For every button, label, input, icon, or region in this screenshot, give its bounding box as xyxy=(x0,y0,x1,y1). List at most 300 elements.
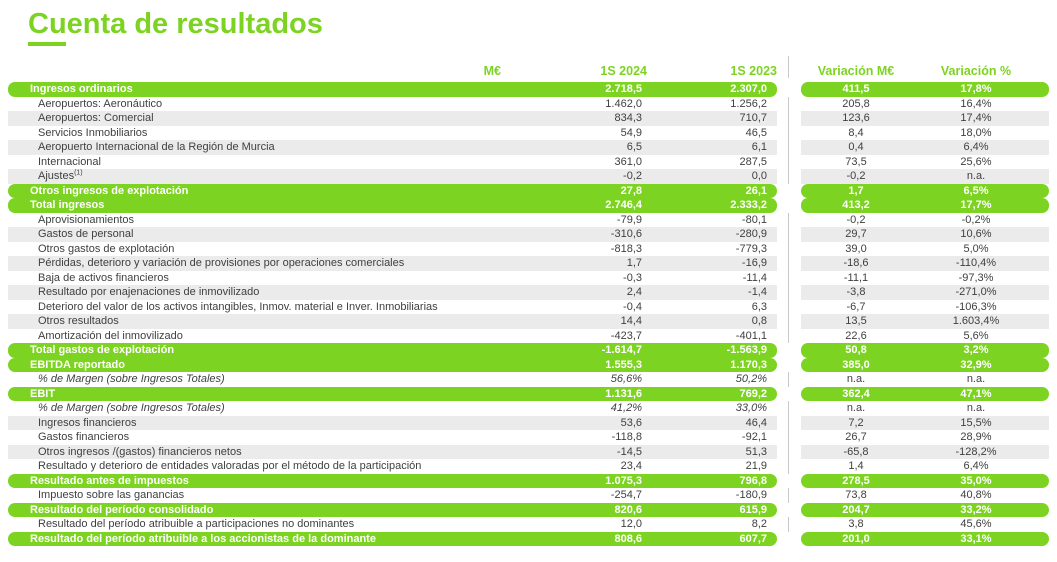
value-variacion-me: -18,6 xyxy=(843,257,869,269)
row-left-group xyxy=(8,445,777,460)
column-header-variacion-me: Variación M€ xyxy=(817,64,895,78)
row-left-group xyxy=(8,198,777,213)
row-right-group xyxy=(801,184,1049,199)
value-variacion-pct: 3,2% xyxy=(963,344,989,356)
table-row xyxy=(8,532,1049,547)
income-statement-table xyxy=(0,56,1057,546)
value-variacion-pct: -128,2% xyxy=(955,445,997,458)
value-1s2023: -779,3 xyxy=(735,242,767,255)
row-right-group xyxy=(801,82,1049,97)
column-separator xyxy=(777,271,801,286)
value-1s2024: 1,7 xyxy=(626,257,642,269)
column-separator xyxy=(777,474,801,489)
row-left-group xyxy=(8,285,777,300)
row-left-group xyxy=(8,169,777,184)
column-separator xyxy=(777,256,801,271)
row-label: Resultado por enajenaciones de inmovilizado xyxy=(38,286,260,298)
value-variacion-pct: 33,2% xyxy=(960,503,992,516)
row-label: Resultado del período consolidado xyxy=(30,503,214,516)
value-1s2023: 615,9 xyxy=(739,503,767,516)
value-variacion-me: 278,5 xyxy=(842,474,870,487)
row-left-group xyxy=(8,300,777,315)
column-separator xyxy=(777,503,801,518)
row-left-group xyxy=(8,242,777,257)
value-1s2023: -16,9 xyxy=(741,257,767,269)
separator-line xyxy=(788,169,789,184)
row-right-group xyxy=(801,430,1049,445)
separator-line xyxy=(788,97,789,112)
row-left-group xyxy=(8,343,777,358)
separator-line xyxy=(788,401,789,416)
column-separator xyxy=(777,155,801,170)
value-variacion-me: 201,0 xyxy=(842,532,870,545)
column-separator xyxy=(777,517,801,532)
value-1s2024: -118,8 xyxy=(611,431,642,443)
value-variacion-pct: 10,6% xyxy=(960,228,992,240)
table-row xyxy=(8,474,1049,489)
row-right-group xyxy=(801,213,1049,228)
value-1s2023: 2.333,2 xyxy=(730,199,767,211)
value-1s2023: 26,1 xyxy=(745,184,767,197)
column-separator xyxy=(777,285,801,300)
value-1s2024: 2,4 xyxy=(626,286,642,298)
table-header-row xyxy=(8,56,1049,82)
separator-line xyxy=(788,445,789,460)
value-1s2024: -310,6 xyxy=(610,228,642,240)
value-1s2024: 23,4 xyxy=(620,460,642,472)
row-right-group xyxy=(801,459,1049,474)
value-variacion-pct: 17,7% xyxy=(960,199,992,211)
value-variacion-me: 1,7 xyxy=(848,184,864,197)
row-left-group xyxy=(8,387,777,402)
table-row xyxy=(8,111,1049,126)
value-1s2024: 53,6 xyxy=(620,416,642,429)
row-right-group xyxy=(801,111,1049,126)
value-1s2023: 607,7 xyxy=(739,532,767,545)
value-1s2024: 361,0 xyxy=(614,155,642,168)
row-label: Resultado del período atribuible a participaciones no dominantes xyxy=(38,518,355,530)
row-right-group xyxy=(801,401,1049,416)
row-right-group xyxy=(801,329,1049,344)
value-variacion-pct: -0,2% xyxy=(961,213,991,226)
row-right-group xyxy=(801,372,1049,387)
column-separator xyxy=(777,184,801,199)
value-1s2023: 46,4 xyxy=(745,416,767,429)
table-row xyxy=(8,372,1049,387)
row-label: Baja de activos financieros xyxy=(38,271,169,284)
value-1s2023: -1,4 xyxy=(748,286,767,298)
row-label: Internacional xyxy=(38,155,101,168)
column-separator xyxy=(777,445,801,460)
row-label: Resultado del período atribuible a los accionistas de la dominante xyxy=(30,532,376,545)
value-1s2023: 0,0 xyxy=(751,170,767,182)
value-1s2023: 0,8 xyxy=(751,315,767,327)
table-row xyxy=(8,285,1049,300)
value-1s2023: -180,9 xyxy=(735,489,767,501)
row-right-group xyxy=(801,474,1049,489)
value-1s2023: 21,9 xyxy=(745,460,767,472)
value-1s2024: 41,2% xyxy=(610,402,642,414)
header-left-group xyxy=(8,64,777,78)
value-1s2023: 46,5 xyxy=(745,126,767,139)
separator-line xyxy=(788,517,789,532)
separator-line xyxy=(788,56,789,78)
table-row xyxy=(8,503,1049,518)
value-variacion-me: 39,0 xyxy=(845,242,867,255)
row-left-group xyxy=(8,401,777,416)
row-right-group xyxy=(801,532,1049,547)
table-row xyxy=(8,155,1049,170)
value-1s2024: 808,6 xyxy=(614,532,642,545)
value-1s2023: 6,1 xyxy=(751,141,767,153)
column-header-1s2023: 1S 2023 xyxy=(730,64,777,78)
value-1s2024: 1.131,6 xyxy=(605,387,642,400)
row-label: Total ingresos xyxy=(30,199,105,211)
value-1s2024: -14,5 xyxy=(616,445,642,458)
column-separator xyxy=(777,343,801,358)
column-separator xyxy=(777,126,801,141)
value-variacion-pct: 40,8% xyxy=(960,489,992,501)
column-separator xyxy=(777,111,801,126)
row-left-group xyxy=(8,517,777,532)
value-1s2024: -254,7 xyxy=(610,489,642,501)
table-row xyxy=(8,488,1049,503)
value-1s2024: 1.075,3 xyxy=(605,474,642,487)
row-label: Ingresos financieros xyxy=(38,416,137,429)
value-1s2024: 820,6 xyxy=(614,503,642,516)
row-label: Resultado antes de impuestos xyxy=(30,474,189,487)
value-1s2024: -818,3 xyxy=(610,242,642,255)
value-variacion-me: 385,0 xyxy=(842,358,870,371)
table-row xyxy=(8,358,1049,373)
separator-line xyxy=(788,459,789,474)
row-label: Servicios Inmobiliarios xyxy=(38,126,148,139)
value-variacion-me: 29,7 xyxy=(845,228,867,240)
table-row xyxy=(8,227,1049,242)
column-header-variacion-pct: Variación % xyxy=(940,64,1012,78)
column-separator xyxy=(777,358,801,373)
row-label: Aeropuertos: Comercial xyxy=(38,112,154,124)
value-variacion-me: 13,5 xyxy=(845,315,867,327)
separator-line xyxy=(788,285,789,300)
value-1s2023: 8,2 xyxy=(751,518,767,530)
column-separator xyxy=(777,82,801,97)
value-1s2023: -92,1 xyxy=(741,431,767,443)
row-right-group xyxy=(801,488,1049,503)
row-right-group xyxy=(801,517,1049,532)
row-left-group xyxy=(8,329,777,344)
value-1s2023: 1.170,3 xyxy=(730,358,767,371)
column-header-unit: M€ xyxy=(483,64,501,78)
value-variacion-me: -6,7 xyxy=(846,300,866,313)
column-separator xyxy=(777,97,801,112)
value-1s2024: -1.614,7 xyxy=(601,344,642,356)
row-left-group xyxy=(8,256,777,271)
value-variacion-pct: n.a. xyxy=(966,402,986,414)
table-row xyxy=(8,517,1049,532)
column-separator xyxy=(777,372,801,387)
value-variacion-pct: -106,3% xyxy=(955,300,997,313)
row-left-group xyxy=(8,140,777,155)
value-1s2024: 27,8 xyxy=(620,184,642,197)
separator-line xyxy=(788,227,789,242)
row-label: % de Margen (sobre Ingresos Totales) xyxy=(38,373,225,385)
value-variacion-pct: 47,1% xyxy=(960,387,992,400)
separator-line xyxy=(788,300,789,315)
separator-line xyxy=(788,242,789,257)
value-variacion-pct: 33,1% xyxy=(960,532,992,545)
table-row xyxy=(8,213,1049,228)
row-label: Gastos financieros xyxy=(38,431,130,443)
table-row xyxy=(8,401,1049,416)
value-1s2024: -79,9 xyxy=(616,213,642,226)
value-variacion-pct: -97,3% xyxy=(958,271,994,284)
value-1s2024: 12,0 xyxy=(620,518,642,530)
table-row xyxy=(8,387,1049,402)
row-label: Pérdidas, deterioro y variación de provisiones por operaciones comerciales xyxy=(38,257,405,269)
table-row xyxy=(8,430,1049,445)
row-label: Otros gastos de explotación xyxy=(38,242,175,255)
separator-line xyxy=(788,126,789,141)
value-1s2024: 56,6% xyxy=(610,373,642,385)
row-label: Deterioro del valor de los activos intangibles, Inmov. material e Inver. Inmobiliarias xyxy=(38,300,438,313)
table-row xyxy=(8,300,1049,315)
value-variacion-me: 50,8 xyxy=(845,344,867,356)
table-row xyxy=(8,459,1049,474)
row-right-group xyxy=(801,343,1049,358)
row-label: Total gastos de explotación xyxy=(30,344,175,356)
value-variacion-me: n.a. xyxy=(846,402,866,414)
row-left-group xyxy=(8,416,777,431)
row-left-group xyxy=(8,111,777,126)
row-label: Otros resultados xyxy=(38,315,119,327)
value-1s2023: 6,3 xyxy=(751,300,767,313)
value-variacion-pct: 32,9% xyxy=(960,358,992,371)
value-1s2023: -280,9 xyxy=(735,228,767,240)
column-separator xyxy=(777,169,801,184)
row-right-group xyxy=(801,416,1049,431)
value-1s2024: -0,2 xyxy=(623,170,642,182)
value-1s2024: -0,3 xyxy=(623,271,642,284)
separator-line xyxy=(788,140,789,155)
row-right-group xyxy=(801,358,1049,373)
row-left-group xyxy=(8,503,777,518)
value-variacion-me: 362,4 xyxy=(842,387,870,400)
value-variacion-pct: 28,9% xyxy=(960,431,992,443)
row-label: Otros ingresos de explotación xyxy=(30,184,189,197)
separator-line xyxy=(788,213,789,228)
value-1s2023: 287,5 xyxy=(739,155,767,168)
row-right-group xyxy=(801,242,1049,257)
table-row xyxy=(8,126,1049,141)
value-variacion-me: -0,2 xyxy=(846,170,866,182)
row-label: Aprovisionamientos xyxy=(38,213,134,226)
value-1s2023: 710,7 xyxy=(739,112,767,124)
row-label: Aeropuertos: Aeronáutico xyxy=(38,97,163,110)
value-1s2024: 834,3 xyxy=(614,112,642,124)
row-left-group xyxy=(8,430,777,445)
table-row xyxy=(8,184,1049,199)
value-variacion-pct: 5,6% xyxy=(963,329,989,342)
column-separator xyxy=(777,329,801,344)
row-right-group xyxy=(801,198,1049,213)
table-row xyxy=(8,445,1049,460)
row-left-group xyxy=(8,97,777,112)
column-separator xyxy=(777,387,801,402)
value-1s2023: 33,0% xyxy=(735,402,767,414)
table-body xyxy=(0,82,1057,546)
value-variacion-pct: n.a. xyxy=(966,373,986,385)
value-1s2023: 796,8 xyxy=(739,474,767,487)
row-right-group xyxy=(801,271,1049,286)
value-1s2024: 2.718,5 xyxy=(605,83,642,95)
table-row xyxy=(8,242,1049,257)
separator-line xyxy=(788,416,789,431)
value-variacion-pct: 16,4% xyxy=(960,97,992,110)
value-1s2023: 51,3 xyxy=(745,445,767,458)
row-label: EBITDA reportado xyxy=(30,358,125,371)
row-right-group xyxy=(801,140,1049,155)
table-row xyxy=(8,140,1049,155)
value-variacion-me: 26,7 xyxy=(845,431,867,443)
row-left-group xyxy=(8,184,777,199)
column-separator xyxy=(777,416,801,431)
column-separator xyxy=(777,198,801,213)
value-variacion-pct: 35,0% xyxy=(960,474,992,487)
table-row xyxy=(8,343,1049,358)
column-separator xyxy=(777,459,801,474)
row-left-group xyxy=(8,213,777,228)
row-left-group xyxy=(8,488,777,503)
row-right-group xyxy=(801,300,1049,315)
page-title: Cuenta de resultados xyxy=(28,8,323,40)
row-right-group xyxy=(801,387,1049,402)
separator-line xyxy=(788,430,789,445)
row-label: EBIT xyxy=(30,387,56,400)
value-variacion-pct: 17,8% xyxy=(960,83,992,95)
value-1s2024: 1.555,3 xyxy=(605,358,642,371)
row-label: Amortización del inmovilizado xyxy=(38,329,183,342)
row-label: Ajustes$^{(1)}$ xyxy=(38,169,83,182)
value-variacion-me: 3,8 xyxy=(848,518,864,530)
row-left-group xyxy=(8,155,777,170)
value-1s2023: -401,1 xyxy=(735,329,767,342)
value-variacion-me: 1,4 xyxy=(848,460,864,472)
row-right-group xyxy=(801,285,1049,300)
value-1s2024: 1.462,0 xyxy=(605,97,642,110)
value-variacion-me: -11,1 xyxy=(843,271,869,284)
separator-line xyxy=(788,488,789,503)
column-separator xyxy=(777,488,801,503)
row-left-group xyxy=(8,372,777,387)
value-variacion-me: -65,8 xyxy=(843,445,869,458)
column-separator xyxy=(777,430,801,445)
row-right-group xyxy=(801,503,1049,518)
value-1s2023: 2.307,0 xyxy=(730,83,767,95)
row-right-group xyxy=(801,227,1049,242)
value-1s2023: -1.563,9 xyxy=(726,344,767,356)
column-separator xyxy=(777,56,801,78)
row-left-group xyxy=(8,82,777,97)
table-row xyxy=(8,82,1049,97)
value-variacion-pct: 45,6% xyxy=(960,518,992,530)
value-1s2023: 769,2 xyxy=(739,387,767,400)
row-label: Otros ingresos /(gastos) financieros netos xyxy=(38,445,242,458)
value-variacion-me: -0,2 xyxy=(846,213,866,226)
table-row xyxy=(8,314,1049,329)
row-right-group xyxy=(801,126,1049,141)
row-label: Resultado y deterioro de entidades valoradas por el método de la participación xyxy=(38,460,422,472)
table-row xyxy=(8,169,1049,184)
table-row xyxy=(8,416,1049,431)
column-separator xyxy=(777,242,801,257)
separator-line xyxy=(788,329,789,344)
column-separator xyxy=(777,140,801,155)
value-1s2024: 14,4 xyxy=(620,315,642,327)
row-right-group xyxy=(801,155,1049,170)
row-left-group xyxy=(8,126,777,141)
value-1s2024: 6,5 xyxy=(626,141,642,153)
title-underline xyxy=(28,42,66,46)
value-variacion-pct: 18,0% xyxy=(960,126,992,139)
column-separator xyxy=(777,314,801,329)
column-header-1s2024: 1S 2024 xyxy=(600,64,647,78)
separator-line xyxy=(788,256,789,271)
value-variacion-me: 123,6 xyxy=(842,112,870,124)
value-1s2023: -11,4 xyxy=(742,271,767,284)
row-left-group xyxy=(8,459,777,474)
value-variacion-me: 0,4 xyxy=(848,141,864,153)
separator-line xyxy=(788,271,789,286)
row-right-group xyxy=(801,314,1049,329)
value-variacion-pct: 17,4% xyxy=(960,112,992,124)
value-variacion-me: -3,8 xyxy=(846,286,866,298)
value-variacion-me: 204,7 xyxy=(842,503,870,516)
value-variacion-pct: -271,0% xyxy=(955,286,997,298)
column-separator xyxy=(777,300,801,315)
value-variacion-me: 411,5 xyxy=(842,83,870,95)
row-label: Ingresos ordinarios xyxy=(30,83,133,95)
value-1s2023: 50,2% xyxy=(735,373,767,385)
value-1s2024: -0,4 xyxy=(623,300,642,313)
value-variacion-pct: n.a. xyxy=(966,170,986,182)
value-variacion-me: n.a. xyxy=(846,373,866,385)
value-variacion-me: 8,4 xyxy=(848,126,864,139)
row-label: % de Margen (sobre Ingresos Totales) xyxy=(38,402,225,414)
row-label: Aeropuerto Internacional de la Región de Murcia xyxy=(38,141,275,153)
value-1s2023: -80,1 xyxy=(741,213,767,226)
header-right-group xyxy=(801,64,1049,78)
row-left-group xyxy=(8,532,777,547)
row-left-group xyxy=(8,314,777,329)
value-variacion-me: 413,2 xyxy=(842,199,870,211)
column-separator xyxy=(777,227,801,242)
row-right-group xyxy=(801,445,1049,460)
value-variacion-pct: 5,0% xyxy=(963,242,989,255)
column-separator xyxy=(777,401,801,416)
value-1s2024: -423,7 xyxy=(610,329,642,342)
table-row xyxy=(8,329,1049,344)
row-label: Gastos de personal xyxy=(38,228,134,240)
value-1s2024: 2.746,4 xyxy=(605,199,642,211)
value-variacion-pct: 6,5% xyxy=(963,184,989,197)
column-separator xyxy=(777,213,801,228)
row-right-group xyxy=(801,97,1049,112)
value-variacion-me: 73,8 xyxy=(845,489,867,501)
column-separator xyxy=(777,532,801,547)
row-left-group xyxy=(8,227,777,242)
row-left-group xyxy=(8,271,777,286)
